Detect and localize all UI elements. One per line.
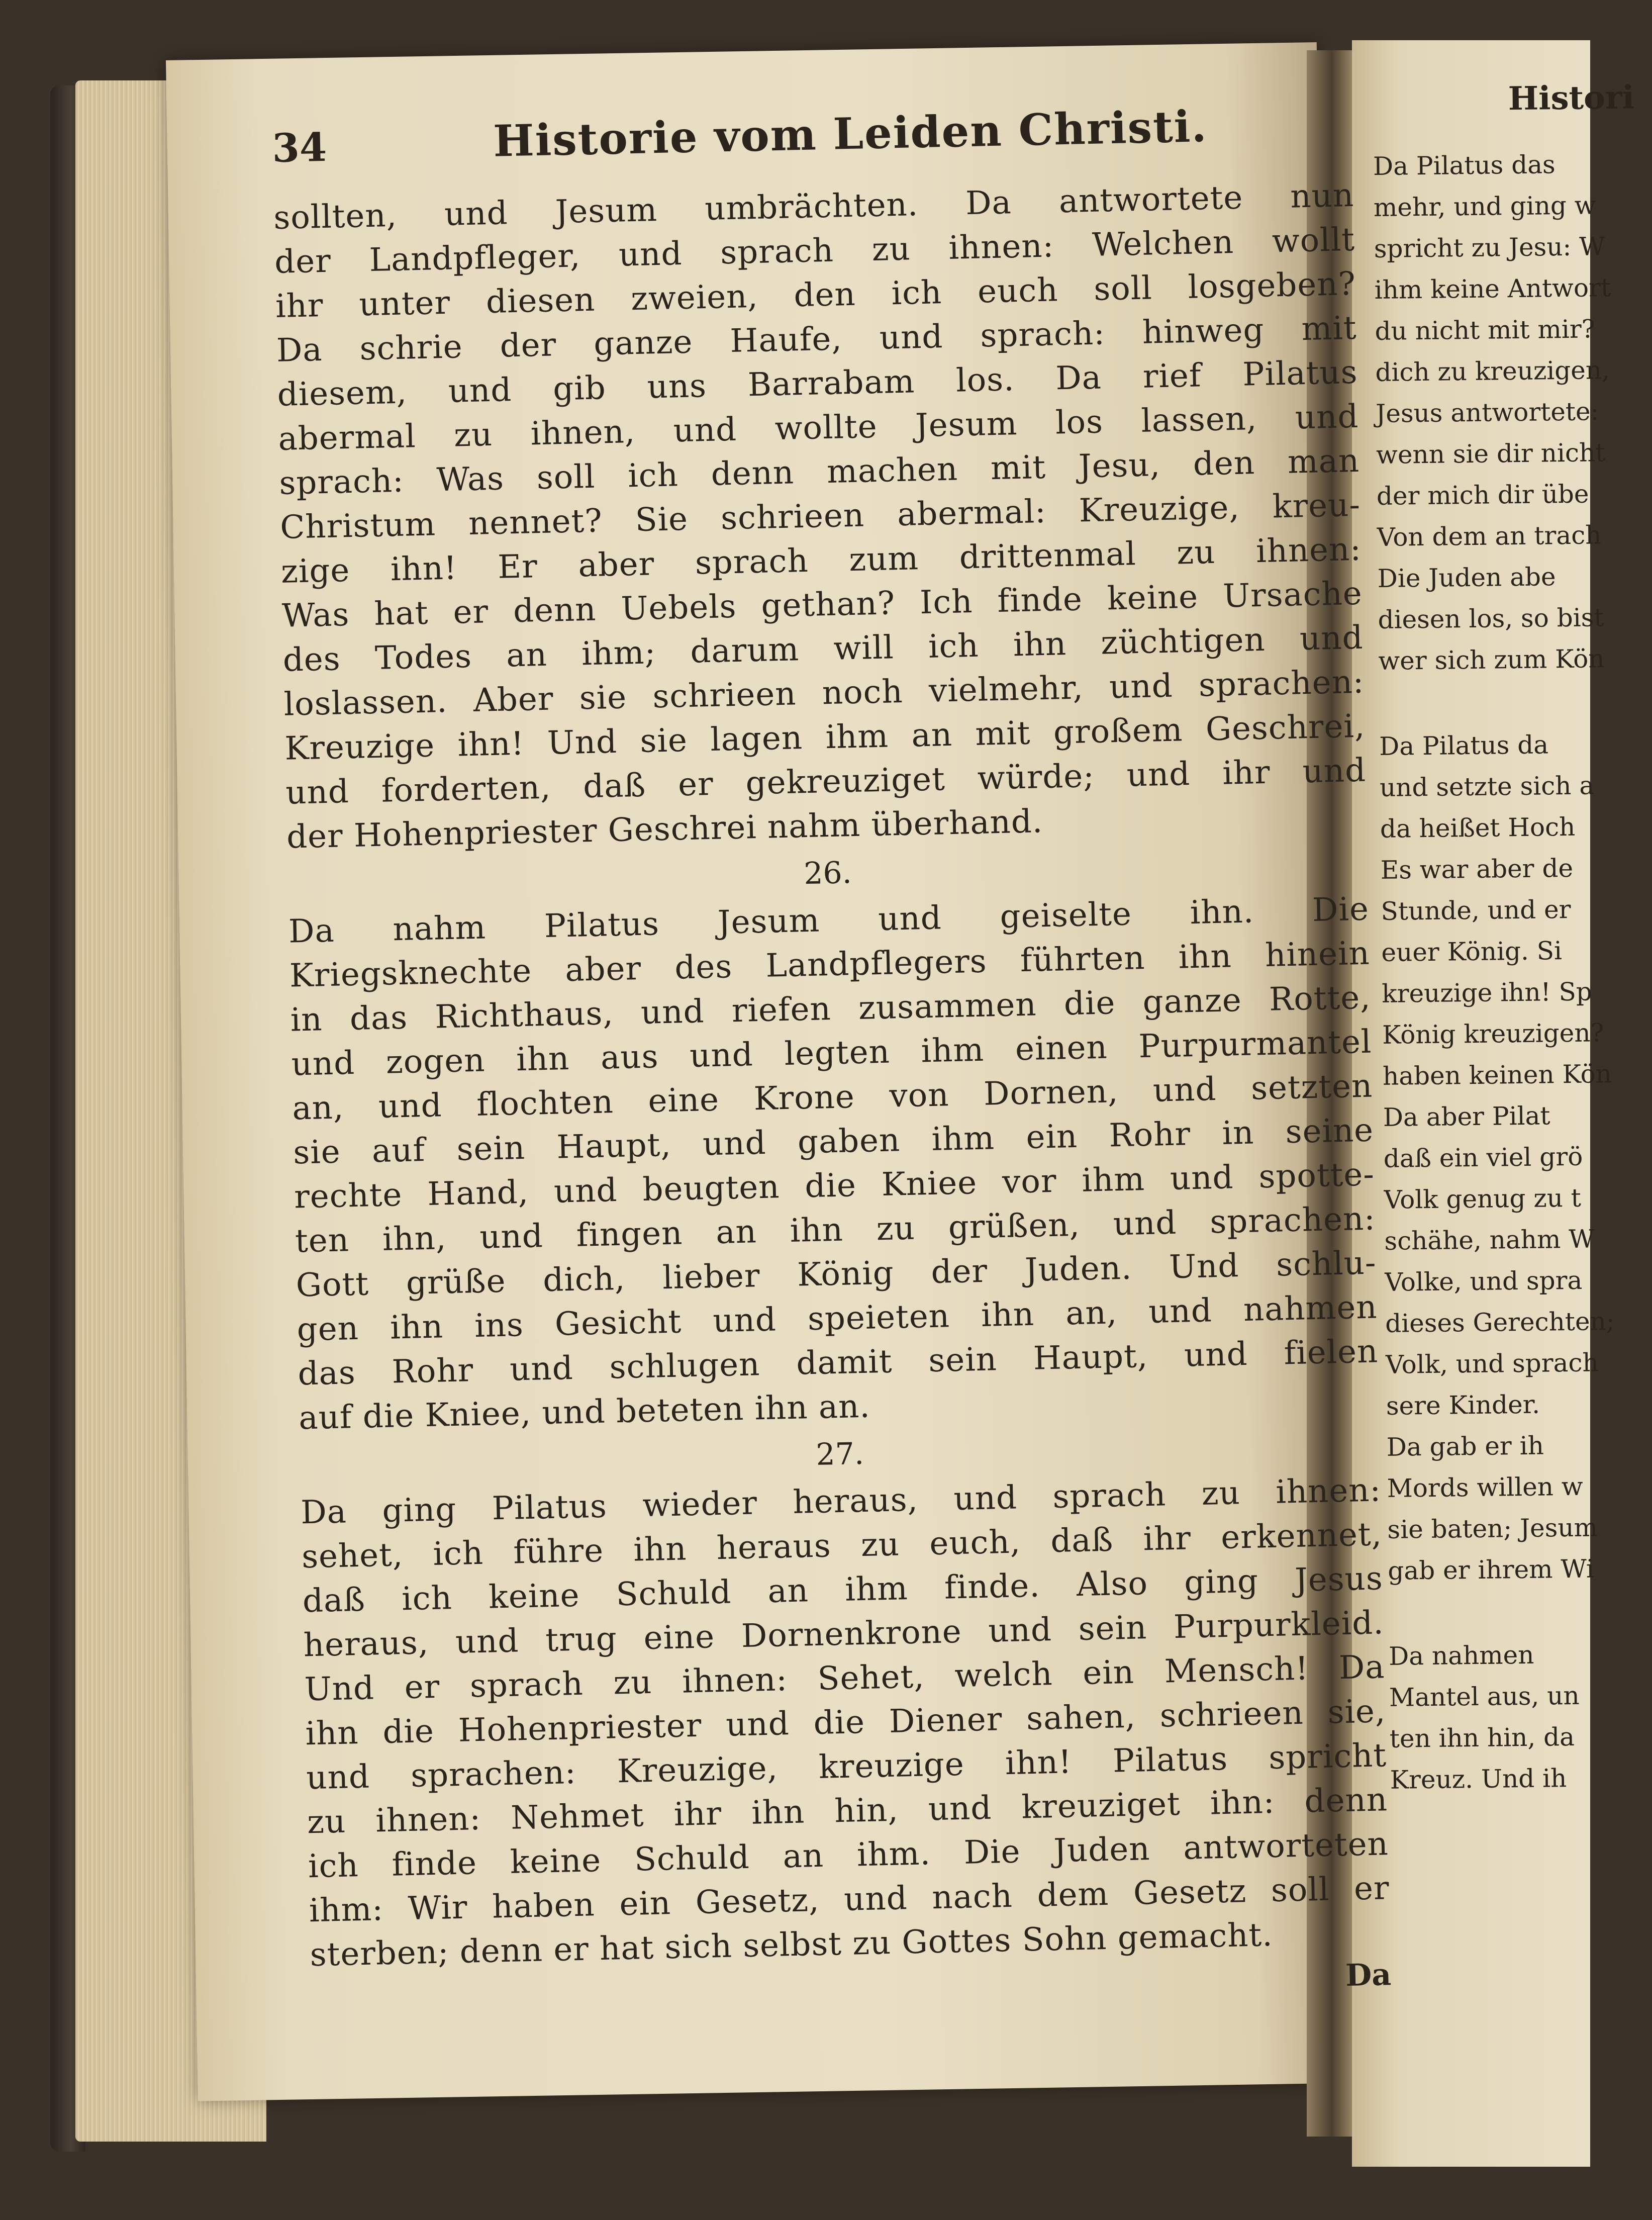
- text-line: loslassen. Aber sie schrieen noch vielmehr, und sprachen:: [283, 663, 1365, 723]
- text-line: der Hohenpriester Geschrei nahm überhand.: [286, 803, 1043, 856]
- text-line: euer König. Si: [1381, 936, 1563, 967]
- text-line: Christum nennet? Sie schrieen abermal: Kreuzige, kreu-: [279, 486, 1361, 546]
- text-line: Von dem an trach: [1377, 520, 1602, 552]
- left-page-body: [273, 173, 1391, 1977]
- text-line: Volk genug zu t: [1384, 1183, 1582, 1215]
- text-line: Da gab er ih: [1386, 1431, 1544, 1462]
- text-line: Da nahmen: [1388, 1640, 1534, 1671]
- paragraph-gap: [1388, 1589, 1620, 1636]
- text-line: sie baten; Jesum: [1387, 1513, 1598, 1544]
- text-line: Kreuz. Und ih: [1390, 1764, 1567, 1795]
- text-line: sie auf sein Haupt, und gaben ihm ein Rohr in seine: [293, 1112, 1374, 1172]
- text-line: und zogen ihn aus und legten ihm einen Purpurmantel: [290, 1023, 1373, 1083]
- text-line: dieses Gerechten;: [1385, 1307, 1615, 1338]
- text-line: Da aber Pilat: [1383, 1101, 1550, 1132]
- left-page-text: [271, 88, 1392, 2017]
- text-line: sterben; denn er hat sich selbst zu Gottes Sohn gemacht.: [310, 1916, 1274, 1974]
- text-line: gab er ihrem Wi: [1388, 1554, 1595, 1586]
- text-line: schähe, nahm W: [1384, 1224, 1595, 1256]
- text-line: daß ein viel grö: [1383, 1142, 1583, 1173]
- text-line: auf die Kniee, und beteten ihn an.: [298, 1387, 871, 1437]
- text-line: sehet, ich führe ihn heraus zu euch, daß ihr erkennet,: [301, 1516, 1383, 1576]
- text-line: ten ihn, und fingen an ihn zu grüßen, und sprachen:: [295, 1200, 1376, 1260]
- text-line: und forderten, daß er gekreuziget würde; und ihr und: [285, 752, 1367, 812]
- text-line: und sprachen: Kreuzige, kreuzige ihn! Pilatus spricht: [306, 1737, 1387, 1797]
- text-line: du nicht mit mir?: [1375, 314, 1595, 346]
- catchword: Da: [1345, 1957, 1392, 1994]
- text-line: abermal zu ihnen, und wollte Jesum los lassen, und: [277, 398, 1359, 458]
- text-line: ich finde keine Schuld an ihm. Die Juden antworteten: [308, 1825, 1389, 1886]
- text-line: Da Pilatus das: [1373, 150, 1556, 181]
- text-line: sere Kinder.: [1386, 1390, 1540, 1421]
- text-line: kreuzige ihn! Sp: [1382, 977, 1593, 1008]
- text-line: sollten, und Jesum umbrächten. Da antwortete nun: [273, 176, 1354, 237]
- text-line: Und er sprach zu ihnen: Sehet, welch ein Mensch! Da: [304, 1648, 1386, 1709]
- text-line: wer sich zum Kön: [1378, 644, 1605, 676]
- text-line: Volk, und sprach: [1385, 1348, 1599, 1379]
- text-line: diesen los, so bist: [1378, 603, 1604, 634]
- text-line: Da Pilatus da: [1379, 730, 1549, 761]
- right-page-text: [1372, 63, 1635, 1801]
- text-line: zu ihnen: Nehmet ihr ihn hin, und kreuziget ihn: denn: [307, 1781, 1388, 1841]
- text-line: Mantel aus, un: [1389, 1681, 1580, 1712]
- text-line: Volke, und spra: [1385, 1265, 1583, 1297]
- text-line: Stunde, und er: [1381, 894, 1571, 926]
- text-line: wenn sie dir nicht: [1376, 438, 1606, 470]
- text-line: des Todes an ihm; darum will ich ihn züchtigen und: [282, 619, 1364, 679]
- text-line: Da ging Pilatus wieder heraus, und sprach zu ihnen:: [300, 1471, 1382, 1532]
- text-line: spricht zu Jesu: W: [1374, 232, 1605, 263]
- text-line: Kreuzige ihn! Und sie lagen ihm an mit großem Geschrei,: [284, 707, 1366, 768]
- right-page-body: [1373, 143, 1621, 1801]
- text-line: Gott grüße dich, lieber König der Juden. Und schlu-: [296, 1244, 1377, 1305]
- text-line: gen ihn ins Gesicht und speieten ihn an, und nahmen: [297, 1288, 1378, 1349]
- text-line: und setzte sich a: [1379, 771, 1595, 802]
- text-line: Jesus antwortete:: [1375, 397, 1599, 428]
- paragraph-gap: [1379, 679, 1610, 726]
- text-line: Mords willen w: [1387, 1471, 1583, 1503]
- text-line: daß ich keine Schuld an ihm finde. Also ging Jesus: [302, 1560, 1384, 1620]
- text-line: mehr, und ging w: [1373, 191, 1596, 222]
- text-line: haben keinen Kön: [1382, 1059, 1612, 1091]
- text-line: König kreuzigen?: [1382, 1018, 1604, 1050]
- text-line: zige ihn! Er aber sprach zum drittenmal zu ihnen:: [280, 530, 1362, 591]
- page-number: 34: [271, 124, 328, 171]
- text-line: diesem, und gib uns Barrabam los. Da rief Pilatus: [277, 353, 1358, 414]
- text-line: Die Juden abe: [1377, 562, 1556, 593]
- text-line: an, und flochten eine Krone von Dornen, und setzten: [291, 1067, 1373, 1128]
- text-line: in das Richthaus, und riefen zusammen die ganze Rotte,: [290, 979, 1372, 1039]
- text-line: ihm keine Antwort: [1374, 273, 1611, 305]
- text-line: ihr unter diesen zweien, den ich euch soll losgeben?: [275, 265, 1356, 325]
- text-line: rechte Hand, und beugten die Kniee vor ihm und spotte-: [294, 1156, 1375, 1216]
- text-line: Was hat er denn Uebels gethan? Ich finde keine Ursache: [281, 575, 1363, 635]
- text-line: ihm: Wir haben ein Gesetz, und nach dem Gesetz soll er: [309, 1870, 1390, 1930]
- right-running-title: Histori: [1508, 78, 1635, 118]
- text-line: ihn die Hohenpriester und die Diener sahen, schrieen sie,: [305, 1693, 1386, 1753]
- text-line: Da nahm Pilatus Jesum und geiselte ihn. Die: [288, 890, 1370, 951]
- text-line: da heißet Hoch: [1380, 812, 1576, 844]
- text-line: heraus, und trug eine Dornenkrone und sein Purpurkleid.: [303, 1604, 1385, 1664]
- text-line: Da schrie der ganze Haufe, und sprach: hinweg mit: [276, 309, 1357, 369]
- text-line: Kriegsknechte aber des Landpflegers führten ihn hinein: [289, 935, 1371, 995]
- text-line: Es war aber de: [1380, 853, 1574, 885]
- verse-number: 26.: [803, 855, 852, 892]
- verse-number: 27.: [815, 1436, 864, 1472]
- text-line: ten ihn hin, da: [1389, 1722, 1575, 1753]
- text-line: der mich dir übe: [1376, 479, 1589, 511]
- text-line: das Rohr und schlugen damit sein Haupt, und fielen: [297, 1333, 1379, 1393]
- text-line: dich zu kreuzigen,: [1375, 355, 1610, 387]
- running-title: Historie vom Leiden Christi.: [493, 101, 1208, 167]
- text-line: der Landpfleger, und sprach zu ihnen: Welchen wollt: [274, 221, 1355, 281]
- text-line: sprach: Was soll ich denn machen mit Jesu, den man: [278, 442, 1360, 502]
